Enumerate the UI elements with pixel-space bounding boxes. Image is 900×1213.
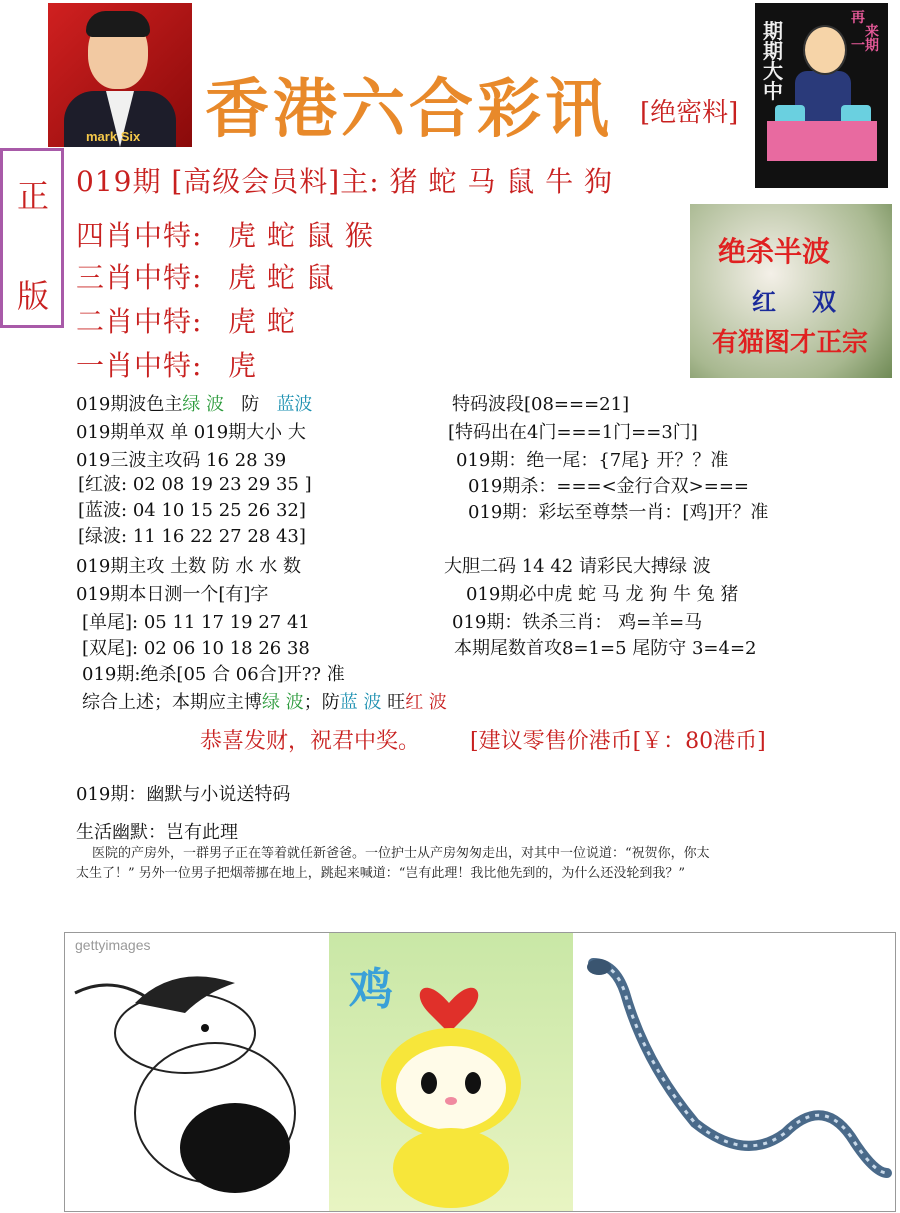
- wave-line: [76, 390, 312, 416]
- price-text: [建议零售价港币[￥：80港币]: [470, 729, 766, 754]
- chick-drawing: [329, 933, 573, 1211]
- text: 绿 波: [182, 394, 225, 415]
- odd-even-line: 019期单双 单 019期大小 大: [76, 422, 306, 443]
- cartoon-char: 大: [763, 59, 783, 83]
- cartoon-tag-char: 期: [865, 38, 879, 54]
- cartoon-char: 期: [763, 39, 783, 63]
- cartoon-tag-char: 一: [851, 38, 865, 54]
- single-tail-line: [单尾]: 05 11 17 19 27 41: [82, 612, 310, 633]
- bold-two-line: 大胆二码 14 42 请彩民大搏绿 波: [444, 556, 711, 577]
- text: 旺: [381, 692, 406, 713]
- badge-char: 版: [17, 277, 50, 315]
- humor-body: 太生了！” 另外一位男子把烟蒂挪在地上，跳起来喊道：“岂有此理！我比他先到的，为什么还没轮到我？”: [76, 866, 686, 881]
- cat-text: 有猫图才正宗: [712, 328, 869, 358]
- pick-label: 二肖中特:: [76, 305, 203, 338]
- cartoon-tag-char: 再: [851, 10, 865, 26]
- humor-subheading: 生活幽默：岂有此理: [76, 822, 238, 843]
- three-wave-line: 019三波主攻码 16 28 39: [76, 450, 287, 471]
- host-photo: [48, 3, 192, 147]
- segment-line: 特码波段[08===21]: [452, 394, 630, 415]
- text: [蓝波:: [78, 500, 128, 521]
- text: ；防: [303, 692, 340, 713]
- rabbit-ink-image: [65, 933, 327, 1211]
- cartoon-head: [803, 25, 847, 75]
- pick-label: 四肖中特:: [76, 219, 203, 252]
- text: 红 波: [405, 692, 447, 713]
- text: 04 10 15 25 26 32]: [132, 500, 306, 521]
- humor-heading: 019期：幽默与小说送特码: [76, 784, 291, 805]
- red-wave-line: [78, 470, 312, 496]
- pick-value: 虎 蛇: [228, 305, 296, 338]
- text: 11 16 22 27 28 43]: [132, 526, 306, 547]
- text: 蓝 波: [339, 692, 382, 713]
- cat-text: 红: [752, 287, 776, 316]
- text: 防: [241, 394, 260, 415]
- cartoon-char: 中: [763, 79, 783, 103]
- snake-image: [575, 933, 895, 1211]
- char-test-line: 019期本日测一个[有]字: [76, 584, 269, 605]
- pick-value: 虎 蛇 鼠 猴: [228, 219, 374, 252]
- zodiac-image-row: [64, 932, 896, 1212]
- forbid-line: 019期：彩坛至尊禁一肖：[鸡]开？准: [468, 502, 769, 523]
- green-wave-line: [78, 522, 306, 548]
- pick-label: 三肖中特:: [76, 261, 203, 294]
- chick-char: 鸡: [349, 964, 393, 1015]
- cat-text: 双: [812, 287, 836, 316]
- text: 02 08 19 23 29 35 ]: [132, 474, 312, 495]
- pick-label: 一肖中特:: [76, 349, 203, 382]
- chick-cartoon-image: [329, 933, 573, 1211]
- cat-picture: [690, 204, 892, 378]
- member-line: 019期 [高级会员料]主: 猪 蛇 马 鼠 牛 狗: [76, 165, 614, 198]
- badge-char: 正: [17, 177, 50, 215]
- must-hit-line: 019期必中虎 蛇 马 龙 狗 牛 兔 猪: [466, 584, 739, 605]
- mark-six-logo: mark Six: [86, 129, 141, 144]
- snake-drawing: [575, 933, 895, 1211]
- double-tail-line: [双尾]: 02 06 10 18 26 38: [82, 638, 310, 659]
- pick-value: 虎: [228, 349, 258, 382]
- page-subtitle: [绝密料]: [640, 98, 739, 128]
- cartoon-tag-char: 来: [865, 24, 879, 40]
- kill-right-line: 019期杀：===<金行合双>===: [468, 476, 750, 497]
- tail-first-line: 本期尾数首攻8=1=5 尾防守 3=4=2: [454, 638, 757, 659]
- text: 019期波色主: [76, 394, 183, 415]
- cat-text: 绝杀半波: [718, 235, 831, 268]
- text: 综合上述；本期应主博: [82, 692, 262, 713]
- congrats-text: 恭喜发财，祝君中奖。: [200, 729, 421, 754]
- iron-kill-line: 019期：铁杀三肖： 鸡=羊=马: [452, 612, 703, 633]
- kill-line: 019期:绝杀[05 合 06合]开?? 准: [82, 664, 345, 685]
- text: [红波:: [78, 474, 128, 495]
- doors-line: [特码出在4门===1门==3门]: [448, 422, 698, 443]
- tail-line: 019期：绝一尾：{7尾} 开？？准: [456, 450, 729, 471]
- authentic-badge: [0, 148, 64, 328]
- watermark: gettyimages: [75, 937, 151, 953]
- cartoon-char: 期: [763, 19, 783, 43]
- page-title: 香港六合彩讯: [205, 72, 613, 147]
- text: 绿 波: [262, 692, 304, 713]
- humor-body: 医院的产房外，一群男子正在等着就任新爸爸。一位护士从产房匆匆走出，对其中一位说道：“祝贺你，你太: [92, 846, 710, 861]
- main-attack-line: 019期主攻 土数 防 水 水 数: [76, 556, 301, 577]
- cartoon-table: [767, 121, 877, 161]
- pick-value: 虎 蛇 鼠: [228, 261, 335, 294]
- rabbit-drawing: [65, 933, 327, 1211]
- blue-wave-line: [78, 496, 306, 522]
- cartoon-illustration: [755, 3, 888, 188]
- text: [绿波:: [78, 526, 128, 547]
- text: 蓝波: [276, 394, 313, 415]
- hair-shape: [86, 11, 150, 37]
- summary-line: [82, 688, 447, 714]
